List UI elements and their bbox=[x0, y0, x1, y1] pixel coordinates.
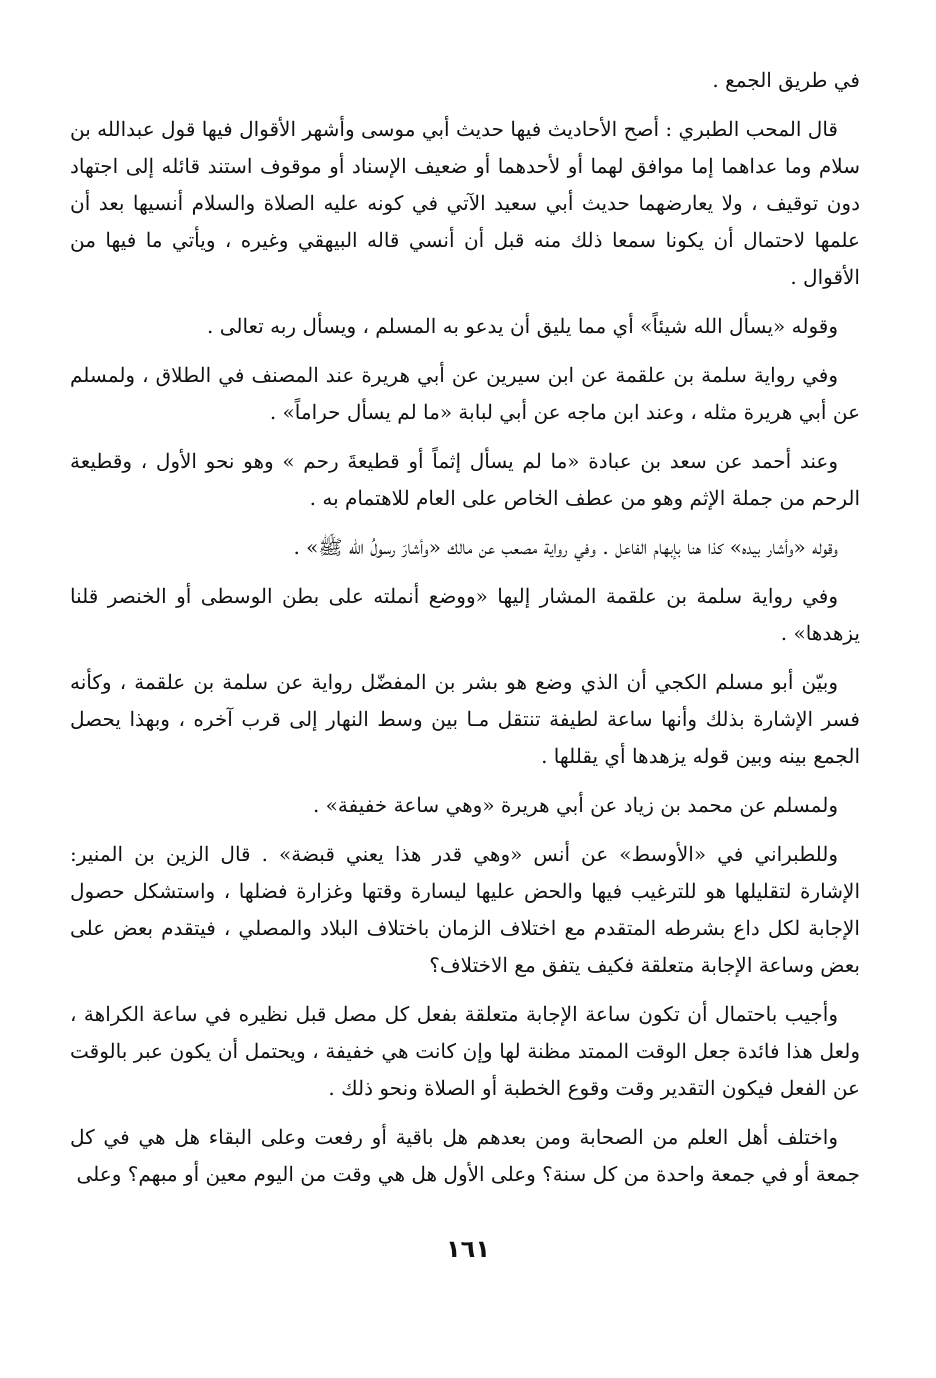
paragraph: ولمسلم عن محمد بن زياد عن أبي هريرة «وهي ساعة خفيفة» . bbox=[312, 793, 838, 817]
page-number: ١٦١ bbox=[446, 1235, 490, 1263]
paragraph: وفي رواية سلمة بن علقمة المشار إليها «ووضع أنملته على بطن الوسطى أو الخنصر قلنا يزهدها» . bbox=[70, 584, 860, 645]
paragraph: واختلف أهل العلم من الصحابة ومن بعدهم هل باقية أو رفعت وعلى البقاء هل هي في كل جمعة أو في جمعة واحدة من كل سنة؟ وعلى الأول هل هي وقت من اليوم معين أو مبهم؟ وعلى bbox=[70, 1125, 860, 1186]
paragraph: وفي رواية سلمة بن علقمة عن ابن سيرين عن أبي هريرة عند المصنف في الطلاق ، ولمسلم عن أبي هريرة مثله ، وعند ابن ماجه عن أبي لبابة «ما لم يسأل حراماً» . bbox=[70, 363, 860, 424]
paragraph: وبيّن أبو مسلم الكجي أن الذي وضع هو بشر بن المفضّل رواية عن سلمة بن علقمة ، وكأنه فسر الإشارة بذلك وأنها ساعة لطيفة تنتقل مـا بين وسط النهار إلى قرب آخره ، وبهذا يحصل الجمع بينه وبين قوله يزهدها أي يقللها . bbox=[70, 670, 860, 768]
paragraph: وقوله «يسأل الله شيئاً» أي مما يليق أن يدعو به المسلم ، ويسأل ربه تعالى . bbox=[206, 314, 838, 338]
paragraph: وللطبراني في «الأوسط» عن أنس «وهي قدر هذا يعني قبضة» . قال الزين بن المنير: الإشارة لتقليلها هو للترغيب فيها والحض عليها ليسارة وقتها وغزارة فضلها ، واستشكل حصول الإجابة لكل داع بشرطه المتقدم مع اختلاف الزمان باختلاف البلاد والمصلي ، فيتقدم بعض على بعض وساعة الإجابة متعلقة فكيف يتفق مع الاختلاف؟ bbox=[70, 842, 860, 977]
page-body bbox=[70, 62, 860, 1205]
paragraph: وقوله «وأشار بيده» كذا هنا بإبهام الفاعل . وفي رواية مصعب عن مالك «وأشارَ رسولُ الله ﷺ» . bbox=[293, 535, 838, 559]
paragraph: في طريق الجمع . bbox=[712, 68, 860, 92]
paragraph: وعند أحمد عن سعد بن عبادة «ما لم يسأل إثماً أو قطيعةَ رحم » وهو نحو الأول ، وقطيعة الرحم من جملة الإثم وهو من عطف الخاص على العام للاهتمام به . bbox=[70, 449, 860, 510]
paragraph: وأجيب باحتمال أن تكون ساعة الإجابة متعلقة بفعل كل مصل قبل نظيره في ساعة الكراهة ، ولعل هذا فائدة جعل الوقت الممتد مظنة لها وإن كانت هي خفيفة ، ويحتمل أن يكون عبر بالوقت عن الفعل فيكون التقدير وقت وقوع الخطبة أو الصلاة ونحو ذلك . bbox=[70, 1002, 860, 1100]
paragraph: قال المحب الطبري : أصح الأحاديث فيها حديث أبي موسى وأشهر الأقوال فيها قول عبدالله بن سلام وما عداهما إما موافق لهما أو لأحدهما أو ضعيف الإسناد أو موقوف استند قائله إلى اجتهاد دون توقيف ، ولا يعارضهما حديث أبي سعيد الآتي في كونه عليه الصلاة والسلام أنسيها بعد أن علمها لاحتمال أن يكونا سمعا ذلك منه قبل أن أنسي قاله البيهقي وغيره ، ويأتي ما فيها من الأقوال . bbox=[70, 117, 860, 289]
